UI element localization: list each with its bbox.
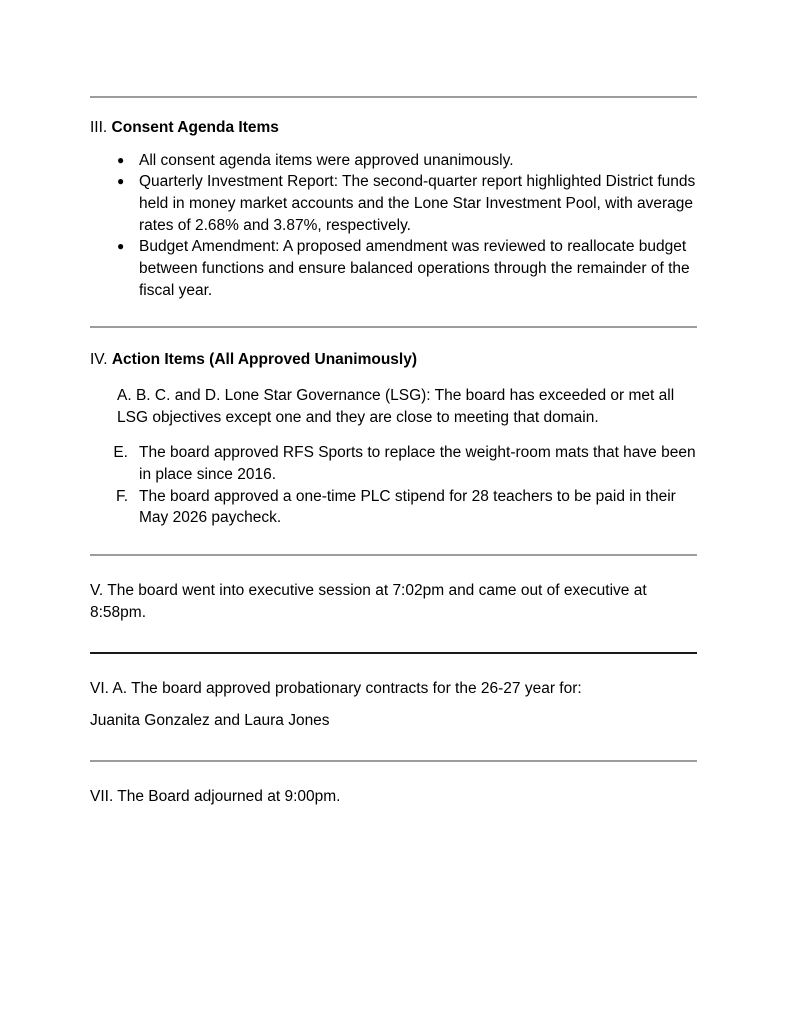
- action-items-list: [90, 442, 697, 529]
- bullet-icon: ●: [117, 239, 125, 254]
- list-item: [90, 150, 697, 172]
- list-item-text: Budget Amendment: A proposed amendment was reviewed to reallocate budget between functions and ensure balanced operations through the remainder of the fiscal year.: [139, 238, 690, 299]
- list-item-text: The board approved a one-time PLC stipend for 28 teachers to be paid in their May 2026 paycheck.: [139, 487, 676, 527]
- bullet-icon: ●: [117, 152, 125, 167]
- list-item: [90, 236, 697, 301]
- bullet-icon: ●: [117, 174, 125, 189]
- list-item-marker: E.: [113, 444, 128, 462]
- document-content: [90, 96, 697, 808]
- heading-consent-agenda: [90, 117, 697, 139]
- list-item: [90, 442, 697, 485]
- list-item-text: The board approved RFS Sports to replace the weight-room mats that have been in place since 2016.: [139, 444, 696, 484]
- heading-numeral-iv: IV.: [90, 351, 108, 369]
- heading-numeral-iii: III.: [90, 119, 108, 136]
- list-item: [90, 486, 697, 529]
- probationary-contracts-paragraph: VI. A. The board approved probationary contracts for the 26-27 year for:: [90, 679, 582, 697]
- probationary-contracts-names: Juanita Gonzalez and Laura Jones: [90, 712, 330, 730]
- lsg-paragraph: A. B. C. and D. Lone Star Governance (LSG): The board has exceeded or met all LSG objectives except one and they are close to meeting that domain.: [117, 386, 675, 426]
- list-item-marker: F.: [115, 487, 128, 505]
- executive-session-paragraph: V. The board went into executive session at 7:02pm and came out of executive at 8:58pm.: [90, 582, 647, 621]
- heading-title-iv: Action Items (All Approved Unanimously): [111, 351, 417, 369]
- heading-title-iii: Consent Agenda Items: [111, 119, 279, 136]
- list-item-text: Quarterly Investment Report: The second-quarter report highlighted District funds held in money market accounts and the Lone Star Investment Pool, with average rates of 2.68% and 3.87%, respectively.: [139, 173, 696, 234]
- adjournment-paragraph: VII. The Board adjourned at 9:00pm.: [90, 787, 341, 805]
- list-item: [90, 171, 697, 236]
- heading-action-items: [90, 349, 697, 371]
- consent-agenda-bullet-list: [90, 150, 697, 302]
- list-item-text: All consent agenda items were approved unanimously.: [139, 151, 514, 169]
